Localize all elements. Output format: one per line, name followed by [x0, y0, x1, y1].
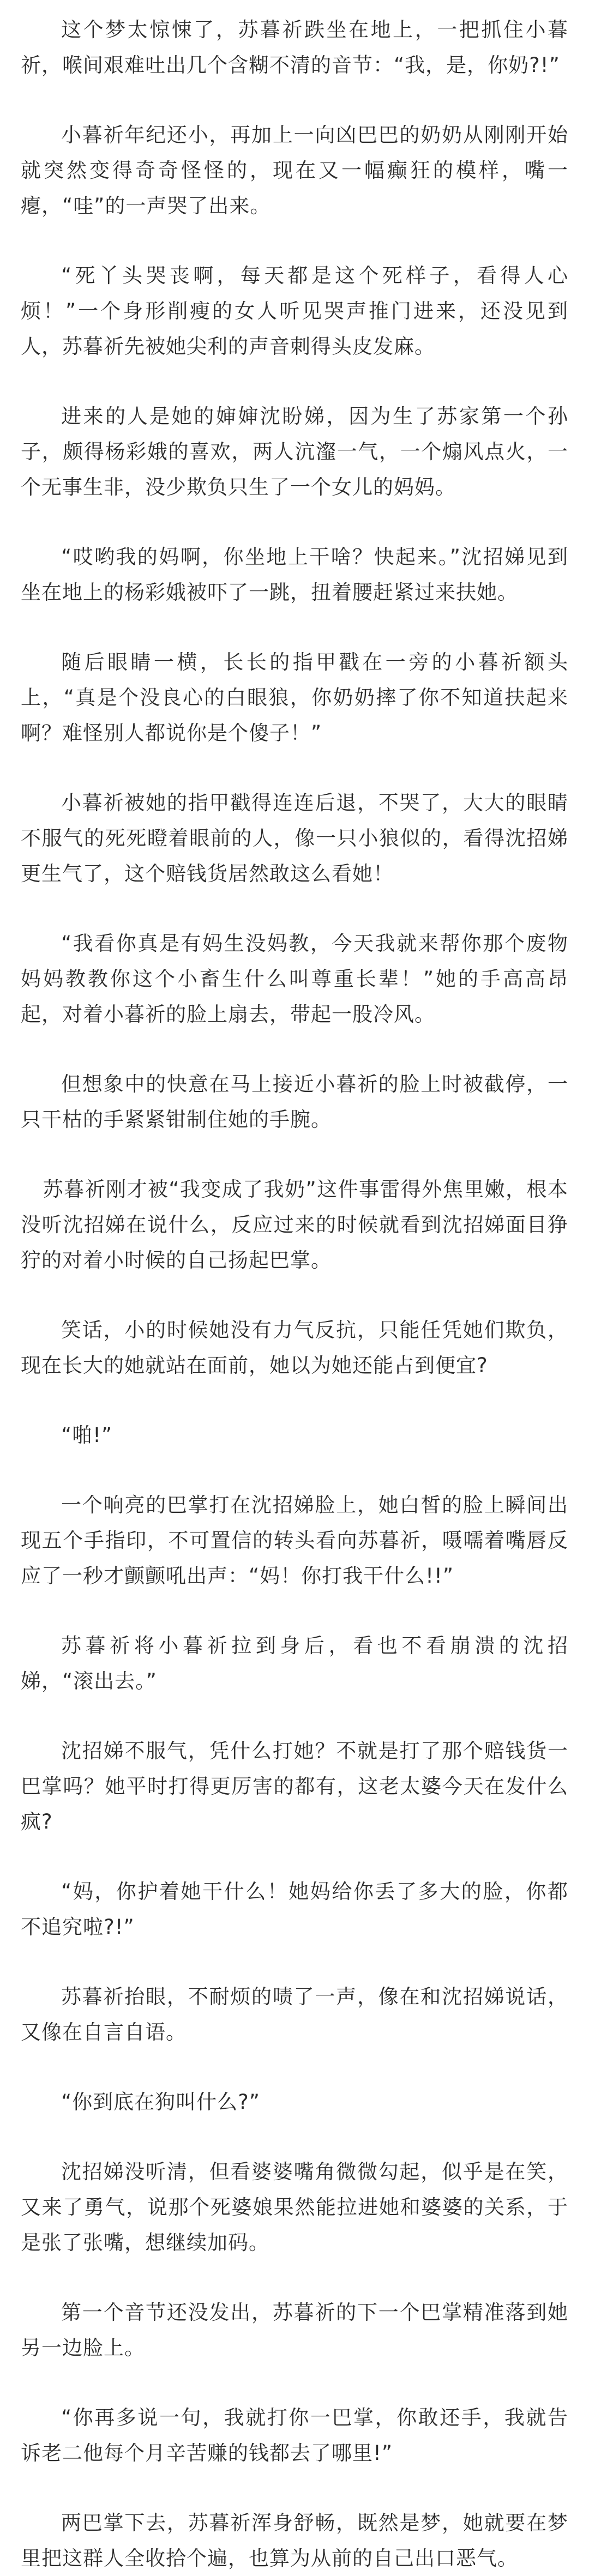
- paragraph-22: 两巴掌下去，苏暮祈浑身舒畅，既然是梦，她就要在梦里把这群人全收拾个遍，也算为从前的自己出口恶气。: [21, 2511, 568, 2570]
- paragraph-16: “妈，你护着她干什么！她妈给你丢了多大的脸，你都不追究啦?!”: [21, 1880, 568, 1939]
- paragraph-18: “你到底在狗叫什么?”: [61, 2090, 260, 2114]
- paragraph-15: 沈招娣不服气，凭什么打她？不就是打了那个赔钱货一巴掌吗？她平时打得更厉害的都有，这老太婆今天在发什么疯?: [21, 1739, 568, 1833]
- paragraph-2: 小暮祈年纪还小，再加上一向凶巴巴的奶奶从刚刚开始就突然变得奇奇怪怪的，现在又一幅癫狂的模样，嘴一瘪，“哇”的一声哭了出来。: [21, 123, 568, 218]
- paragraph-14: 苏暮祈将小暮祈拉到身后，看也不看崩溃的沈招娣，“滚出去。”: [21, 1634, 568, 1693]
- paragraph-5: “哎哟我的妈啊，你坐地上干啥？快起来。”沈招娣见到坐在地上的杨彩娥被吓了一跳，扭着腰赶紧过来扶她。: [21, 545, 568, 604]
- paragraph-9: 但想象中的快意在马上接近小暮祈的脸上时被截停，一只干枯的手紧紧钳制住她的手腕。: [21, 1072, 568, 1131]
- paragraph-3: “死丫头哭丧啊，每天都是这个死样子，看得人心烦！”一个身形削瘦的女人听见哭声推门进来，还没见到人，苏暮祈先被她尖利的声音刺得头皮发麻。: [21, 264, 568, 358]
- paragraph-7: 小暮祈被她的指甲戳得连连后退，不哭了，大大的眼睛不服气的死死瞪着眼前的人，像一只小狼似的，看得沈招娣更生气了，这个赔钱货居然敢这么看她！: [21, 791, 568, 885]
- paragraph-11: 笑话，小的时候她没有力气反抗，只能任凭她们欺负，现在长大的她就站在面前，她以为她还能占到便宜?: [21, 1318, 568, 1377]
- paragraph-6: 随后眼睛一横，长长的指甲戳在一旁的小暮祈额头上，“真是个没良心的白眼狼，你奶奶摔了你不知道扶起来啊？难怪别人都说你是个傻子！”: [21, 650, 568, 745]
- paragraph-17: 苏暮祈抬眼，不耐烦的啧了一声，像在和沈招娣说话，又像在自言自语。: [21, 1985, 568, 2044]
- paragraph-12: “啪!”: [61, 1423, 113, 1447]
- paragraph-4: 进来的人是她的婶婶沈盼娣，因为生了苏家第一个孙子，颇得杨彩娥的喜欢，两人沆瀣一气，一个煽风点火，一个无事生非，没少欺负只生了一个女儿的妈妈。: [21, 405, 568, 499]
- paragraph-8: “我看你真是有妈生没妈教，今天我就来帮你那个废物妈妈教教你这个小畜生什么叫尊重长辈！”她的手高高昂起，对着小暮祈的脸上扇去，带起一股冷风。: [21, 932, 568, 1026]
- paragraph-10: 苏暮祈刚才被“我变成了我奶”这件事雷得外焦里嫩，根本没听沈招娣在说什么，反应过来的时候就看到沈招娣面目狰狞的对着小时候的自己扬起巴掌。: [21, 1178, 568, 1272]
- paragraph-20: 第一个音节还没发出，苏暮祈的下一个巴掌精准落到她另一边脸上。: [21, 2301, 568, 2360]
- paragraph-13: 一个响亮的巴掌打在沈招娣脸上，她白皙的脸上瞬间出现五个手指印，不可置信的转头看向苏暮祈，嗫嚅着嘴唇反应了一秒才颤颤吼出声：“妈！你打我干什么!!”: [21, 1493, 568, 1588]
- paragraph-21: “你再多说一句，我就打你一巴掌，你敢还手，我就告诉老二他每个月辛苦赚的钱都去了哪里!”: [21, 2406, 568, 2465]
- paragraph-1: 这个梦太惊悚了，苏暮祈跌坐在地上，一把抓住小暮祈，喉间艰难吐出几个含糊不清的音节：“我，是，你奶?!”: [21, 18, 568, 77]
- paragraph-19: 沈招娣没听清，但看婆婆嘴角微微勾起，似乎是在笑，又来了勇气，说那个死婆娘果然能拉进她和婆婆的关系，于是张了张嘴，想继续加码。: [21, 2160, 568, 2254]
